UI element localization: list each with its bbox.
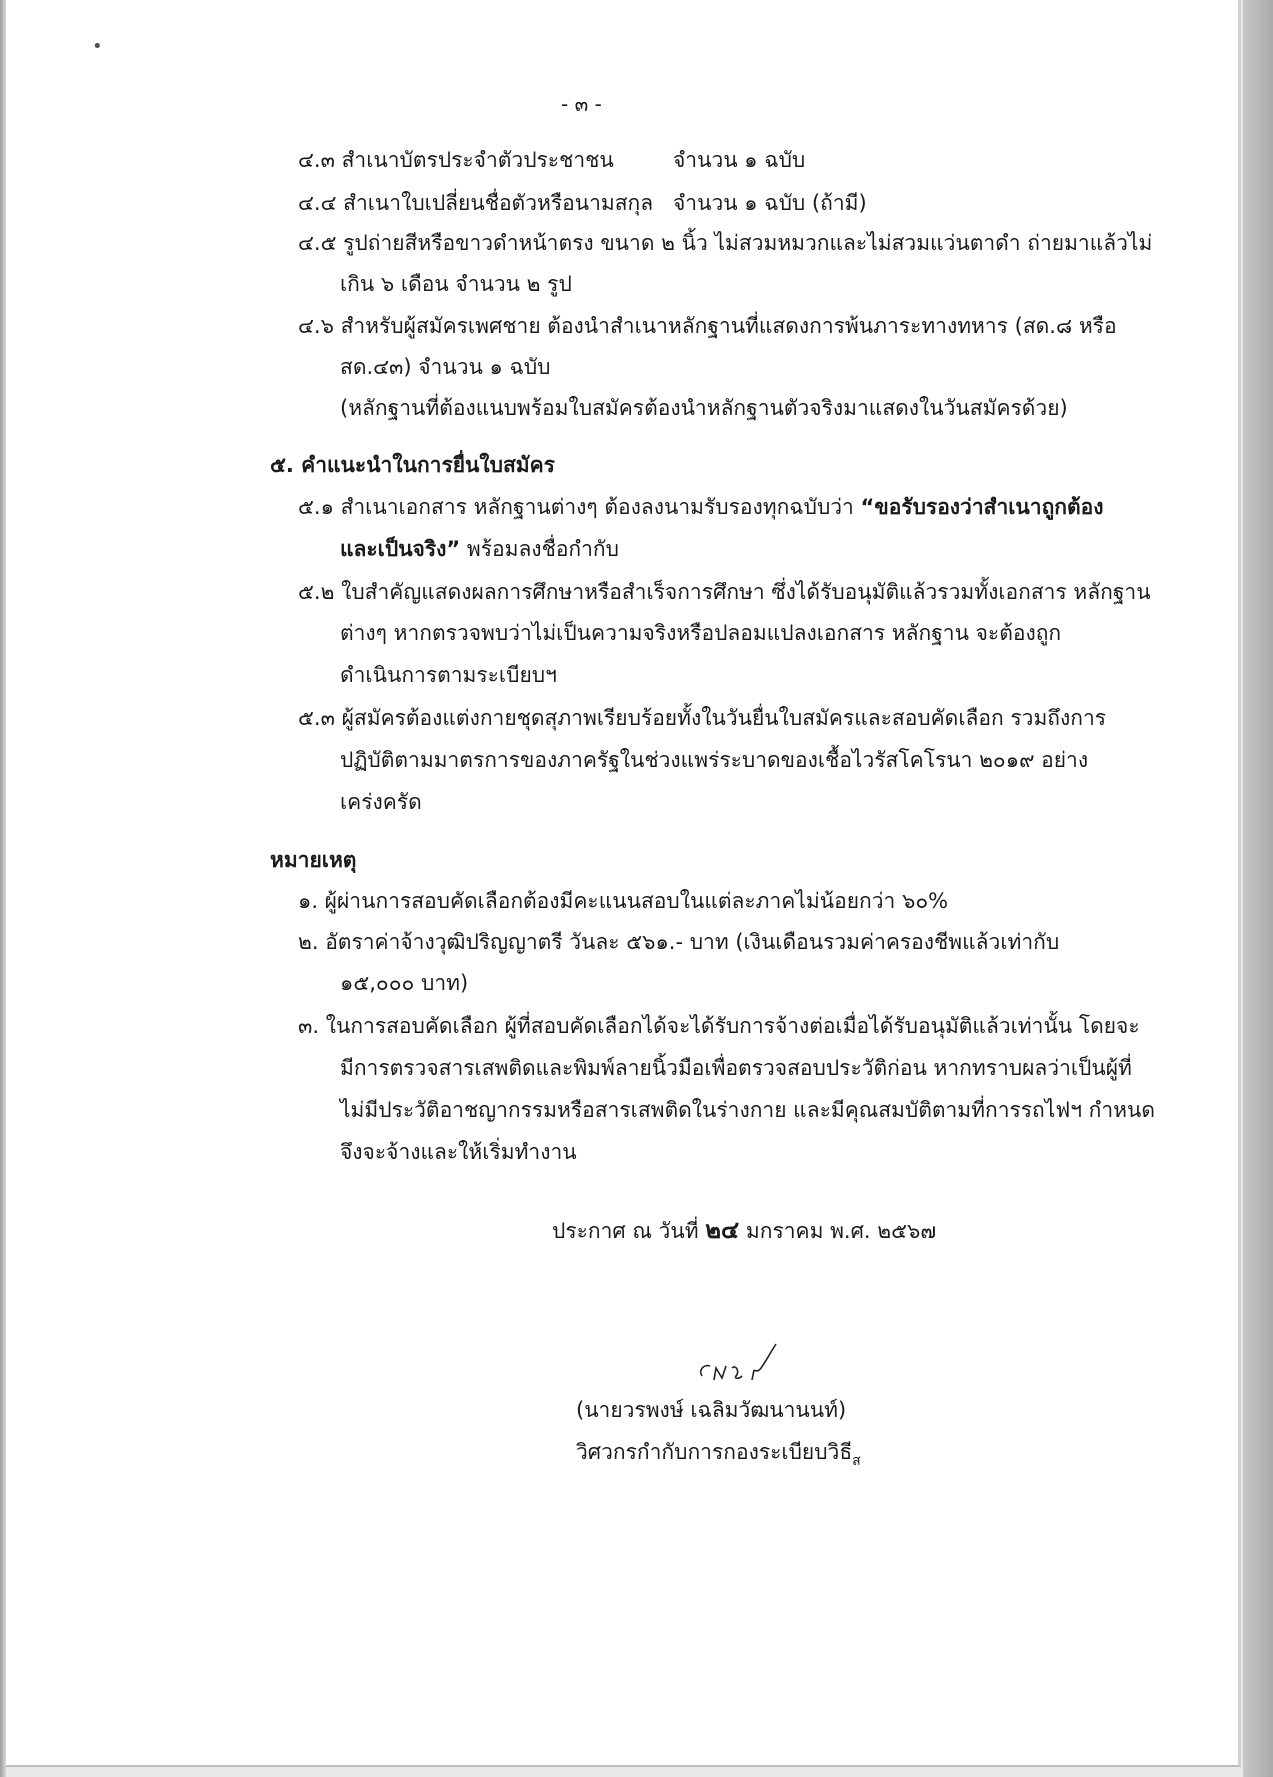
- signature-mark: ส: [852, 1453, 861, 1469]
- scan-speck: •: [92, 36, 103, 57]
- signer-name: (นายวรพงษ์ เฉลิมวัฒนานนท์): [576, 1398, 847, 1422]
- item-5-1-bold1: “ขอรับรองว่าสำเนาถูกต้อง: [860, 495, 1104, 519]
- item-5-3-line2: ปฏิบัติตามมาตรการของภาครัฐในช่วงแพร่ระบาดของเชื้อไวรัสโคโรนา ๒๐๑๙ อย่าง: [340, 748, 1089, 772]
- item-4-3-qty: จำนวน ๑ ฉบับ: [673, 148, 806, 172]
- item-5-1-suffix: พร้อมลงชื่อกำกับ: [460, 537, 619, 561]
- remark-3-line3: ไม่มีประวัติอาชญากรรมหรือสารเสพติดในร่างกาย และมีคุณสมบัติตามที่การรถไฟฯ กำหนด: [340, 1098, 1156, 1122]
- remark-3-line4: จึงจะจ้างและให้เริ่มทำงาน: [340, 1140, 577, 1164]
- item-5-1-prefix: ๕.๑ สำเนาเอกสาร หลักฐานต่างๆ ต้องลงนามรับรองทุกฉบับว่า: [298, 495, 861, 519]
- announcement-prefix: ประกาศ ณ วันที่: [552, 1219, 706, 1243]
- item-4-6-line2: สด.๔๓) จำนวน ๑ ฉบับ: [340, 355, 551, 379]
- remarks-heading: หมายเหตุ: [270, 848, 357, 872]
- remark-2-line2: ๑๕,๐๐๐ บาท): [340, 971, 469, 995]
- remark-2-line1: ๒. อัตราค่าจ้างวุฒิปริญญาตรี วันละ ๕๖๑.- บาท (เงินเดือนรวมค่าครองชีพแล้วเท่ากับ: [298, 930, 1060, 954]
- remark-3-line1: ๓. ในการสอบคัดเลือก ผู้ที่สอบคัดเลือกได้จะได้รับการจ้างต่อเมื่อได้รับอนุมัติแล้วเท่านั้น โดยจะ: [298, 1014, 1140, 1038]
- item-5-1-line2: [340, 539, 619, 560]
- item-4-4-qty: จำนวน ๑ ฉบับ (ถ้ามี): [673, 191, 867, 215]
- scan-edge-right: [1243, 0, 1273, 1777]
- remark-1: ๑. ผู้ผ่านการสอบคัดเลือกต้องมีคะแนนสอบในแต่ละภาคไม่น้อยกว่า ๖๐%: [298, 889, 949, 913]
- item-5-1-bold2: และเป็นจริง”: [340, 537, 461, 561]
- remark-3-line2: มีการตรวจสารเสพติดและพิมพ์ลายนิ้วมือเพื่อตรวจสอบประวัติก่อน หากทราบผลว่าเป็นผู้ที่: [340, 1056, 1132, 1080]
- item-5-3-line1: ๕.๓ ผู้สมัครต้องแต่งกายชุดสุภาพเรียบร้อยทั้งในวันยื่นใบสมัครและสอบคัดเลือก รวมถึงการ: [298, 706, 1107, 730]
- item-4-4-text: ๔.๔ สำเนาใบเปลี่ยนชื่อตัวหรือนามสกุล: [298, 191, 654, 215]
- item-4-6-line1: ๔.๖ สำหรับผู้สมัครเพศชาย ต้องนำสำเนาหลักฐานที่แสดงการพ้นภาระทางทหาร (สด.๘ หรือ: [298, 314, 1117, 338]
- item-4-6-note: (หลักฐานที่ต้องแนบพร้อมใบสมัครต้องนำหลักฐานตัวจริงมาแสดงในวันสมัครด้วย): [340, 396, 1068, 420]
- item-5-2-line2: ต่างๆ หากตรวจพบว่าไม่เป็นความจริงหรือปลอมแปลงเอกสาร หลักฐาน จะต้องถูก: [340, 621, 1062, 645]
- section-5-heading: ๕. คำแนะนำในการยื่นใบสมัคร: [270, 453, 555, 477]
- item-4-3-text: ๔.๓ สำเนาบัตรประจำตัวประชาชน: [298, 148, 614, 172]
- item-5-2-line3: ดำเนินการตามระเบียบฯ: [340, 663, 557, 687]
- handwritten-signature: [696, 1342, 786, 1388]
- announcement-day: ๒๔: [705, 1216, 740, 1244]
- announcement-suffix: มกราคม พ.ศ. ๒๕๖๗: [739, 1219, 937, 1243]
- item-5-2-line1: ๕.๒ ใบสำคัญแสดงผลการศึกษาหรือสำเร็จการศึกษา ซึ่งได้รับอนุมัติแล้วรวมทั้งเอกสาร หลักฐาน: [298, 580, 1151, 604]
- item-4-5-line1: ๔.๕ รูปถ่ายสีหรือขาวดำหน้าตรง ขนาด ๒ นิ้ว ไม่สวมหมวกและไม่สวมแว่นตาดำ ถ่ายมาแล้วไม่: [298, 231, 1153, 255]
- signer-title-text: วิศวกรกำกับการกองระเบียบวิธี: [576, 1440, 853, 1464]
- document-page: [6, 0, 1241, 1767]
- signer-title: [576, 1442, 861, 1468]
- announcement-date: [552, 1218, 936, 1242]
- item-5-3-line3: เคร่งครัด: [340, 790, 422, 814]
- item-5-1-line1: [298, 497, 1104, 518]
- item-4-5-line2: เกิน ๖ เดือน จำนวน ๒ รูป: [340, 272, 572, 296]
- page-number: - ๓ -: [561, 92, 602, 116]
